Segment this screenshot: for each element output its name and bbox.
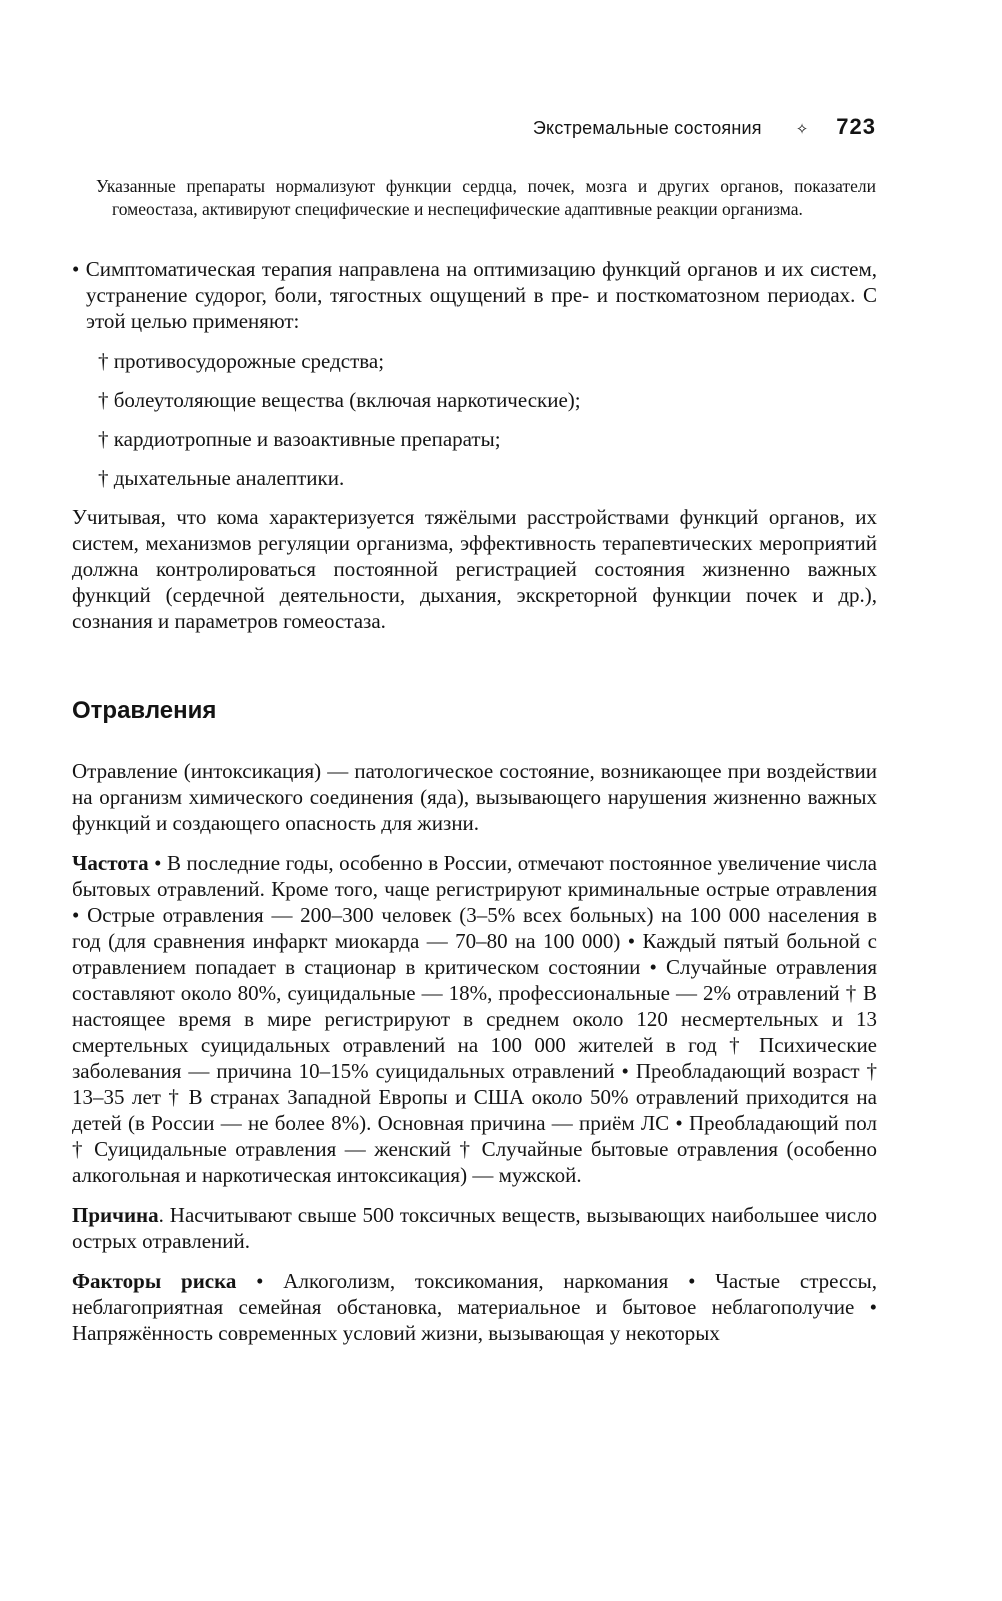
section-title: Отравления <box>72 697 217 724</box>
frequency-term: Частота <box>72 851 149 875</box>
definition-paragraph: Отравление (интоксикация) — патологическое состояние, возникающее при воздействии на организм химического соединения (яда), вызывающего нарушения жизненно важных функций и создающего опасность для жизни. <box>72 759 877 835</box>
frequency-text: • В последние годы, особенно в России, отмечают постоянное увеличение числа бытовых отравлений. Кроме того, чаще регистрируют криминальные острые отравления • Острые отравления — 200–300 человек (3–5% всех больных) на 100 000 населения в год (для сравнения инфаркт миокарда — 70–80 на 100 000) • Каждый пятый больной с отравлением попадает в стационар в критическом состоянии • Случайные отравления составляют около 80%, суицидальные — 18%, профессиональные — 2% отравлений † В настоящее время в мире регистрируют в среднем около 120 несмертельных и 13 смертельных суицидальных отравлений на 100 000 жителей в год † Психические заболевания — причина 10–15% суицидальных отравлений • Преобладающий возраст † 13–35 лет † В странах Западной Европы и США около 50% отравлений приходится на детей (в России — не более 8%). Основная причина — приём ЛС • Преобладающий пол † Суицидальные отравления — женский † Случайные бытовые отравления (особенно алкогольная и наркотическая интоксикация) — мужской. <box>72 851 877 1187</box>
intro-note: Указанные препараты нормализуют функции сердца, почек, мозга и других органов, показатели гомеостаза, активируют специфические и неспецифические адаптивные реакции организма. <box>96 176 876 219</box>
list-item: † болеутоляющие вещества (включая наркотические); <box>98 388 581 412</box>
risk-factors-text: • Алкоголизм, токсикомания, наркомания • Частые стрессы, неблагоприятная семейная обстановка, материальное и бытовое неблагополучие • Напряжённость современных условий жизни, вызывающая у некоторых <box>72 1269 877 1345</box>
list-item: † противосудорожные средства; <box>98 349 385 373</box>
risk-factors-paragraph <box>72 1268 877 1346</box>
cause-text: . Насчитывают свыше 500 токсичных веществ, вызывающих наибольшее число острых отравлений. <box>72 1203 877 1253</box>
symptomatic-therapy-paragraph: • Симптоматическая терапия направлена на оптимизацию функций органов и их систем, устранение судорог, боли, тягостных ощущений в пре- и посткоматозном периодах. С этой целью применяют: <box>72 257 877 333</box>
running-head <box>533 114 876 140</box>
risk-factors-term: Факторы риска <box>72 1269 237 1293</box>
running-title: Экстремальные состояния <box>532 118 762 138</box>
symptomatic-therapy-block <box>72 256 877 634</box>
monitoring-paragraph: Учитывая, что кома характеризуется тяжёлыми расстройствами функций органов, их систем, механизмов регуляции организма, эффективность терапевтических мероприятий должна контролироваться постоянной регистрацией состояния жизненно важных функций (сердечной деятельности, дыхания, экскреторной функции почек и др.), сознания и параметров гомеостаза. <box>72 505 877 633</box>
list-item: † кардиотропные и вазоактивные препараты; <box>98 427 501 451</box>
drug-list <box>98 348 877 491</box>
cause-paragraph <box>72 1202 877 1254</box>
diamond-separator-icon: ✧ <box>795 121 809 138</box>
frequency-paragraph <box>72 850 877 1188</box>
page-number: 723 <box>836 114 876 139</box>
list-item: † дыхательные аналептики. <box>98 466 345 490</box>
cause-term: Причина <box>72 1203 159 1227</box>
poisoning-section-body <box>72 758 877 1360</box>
